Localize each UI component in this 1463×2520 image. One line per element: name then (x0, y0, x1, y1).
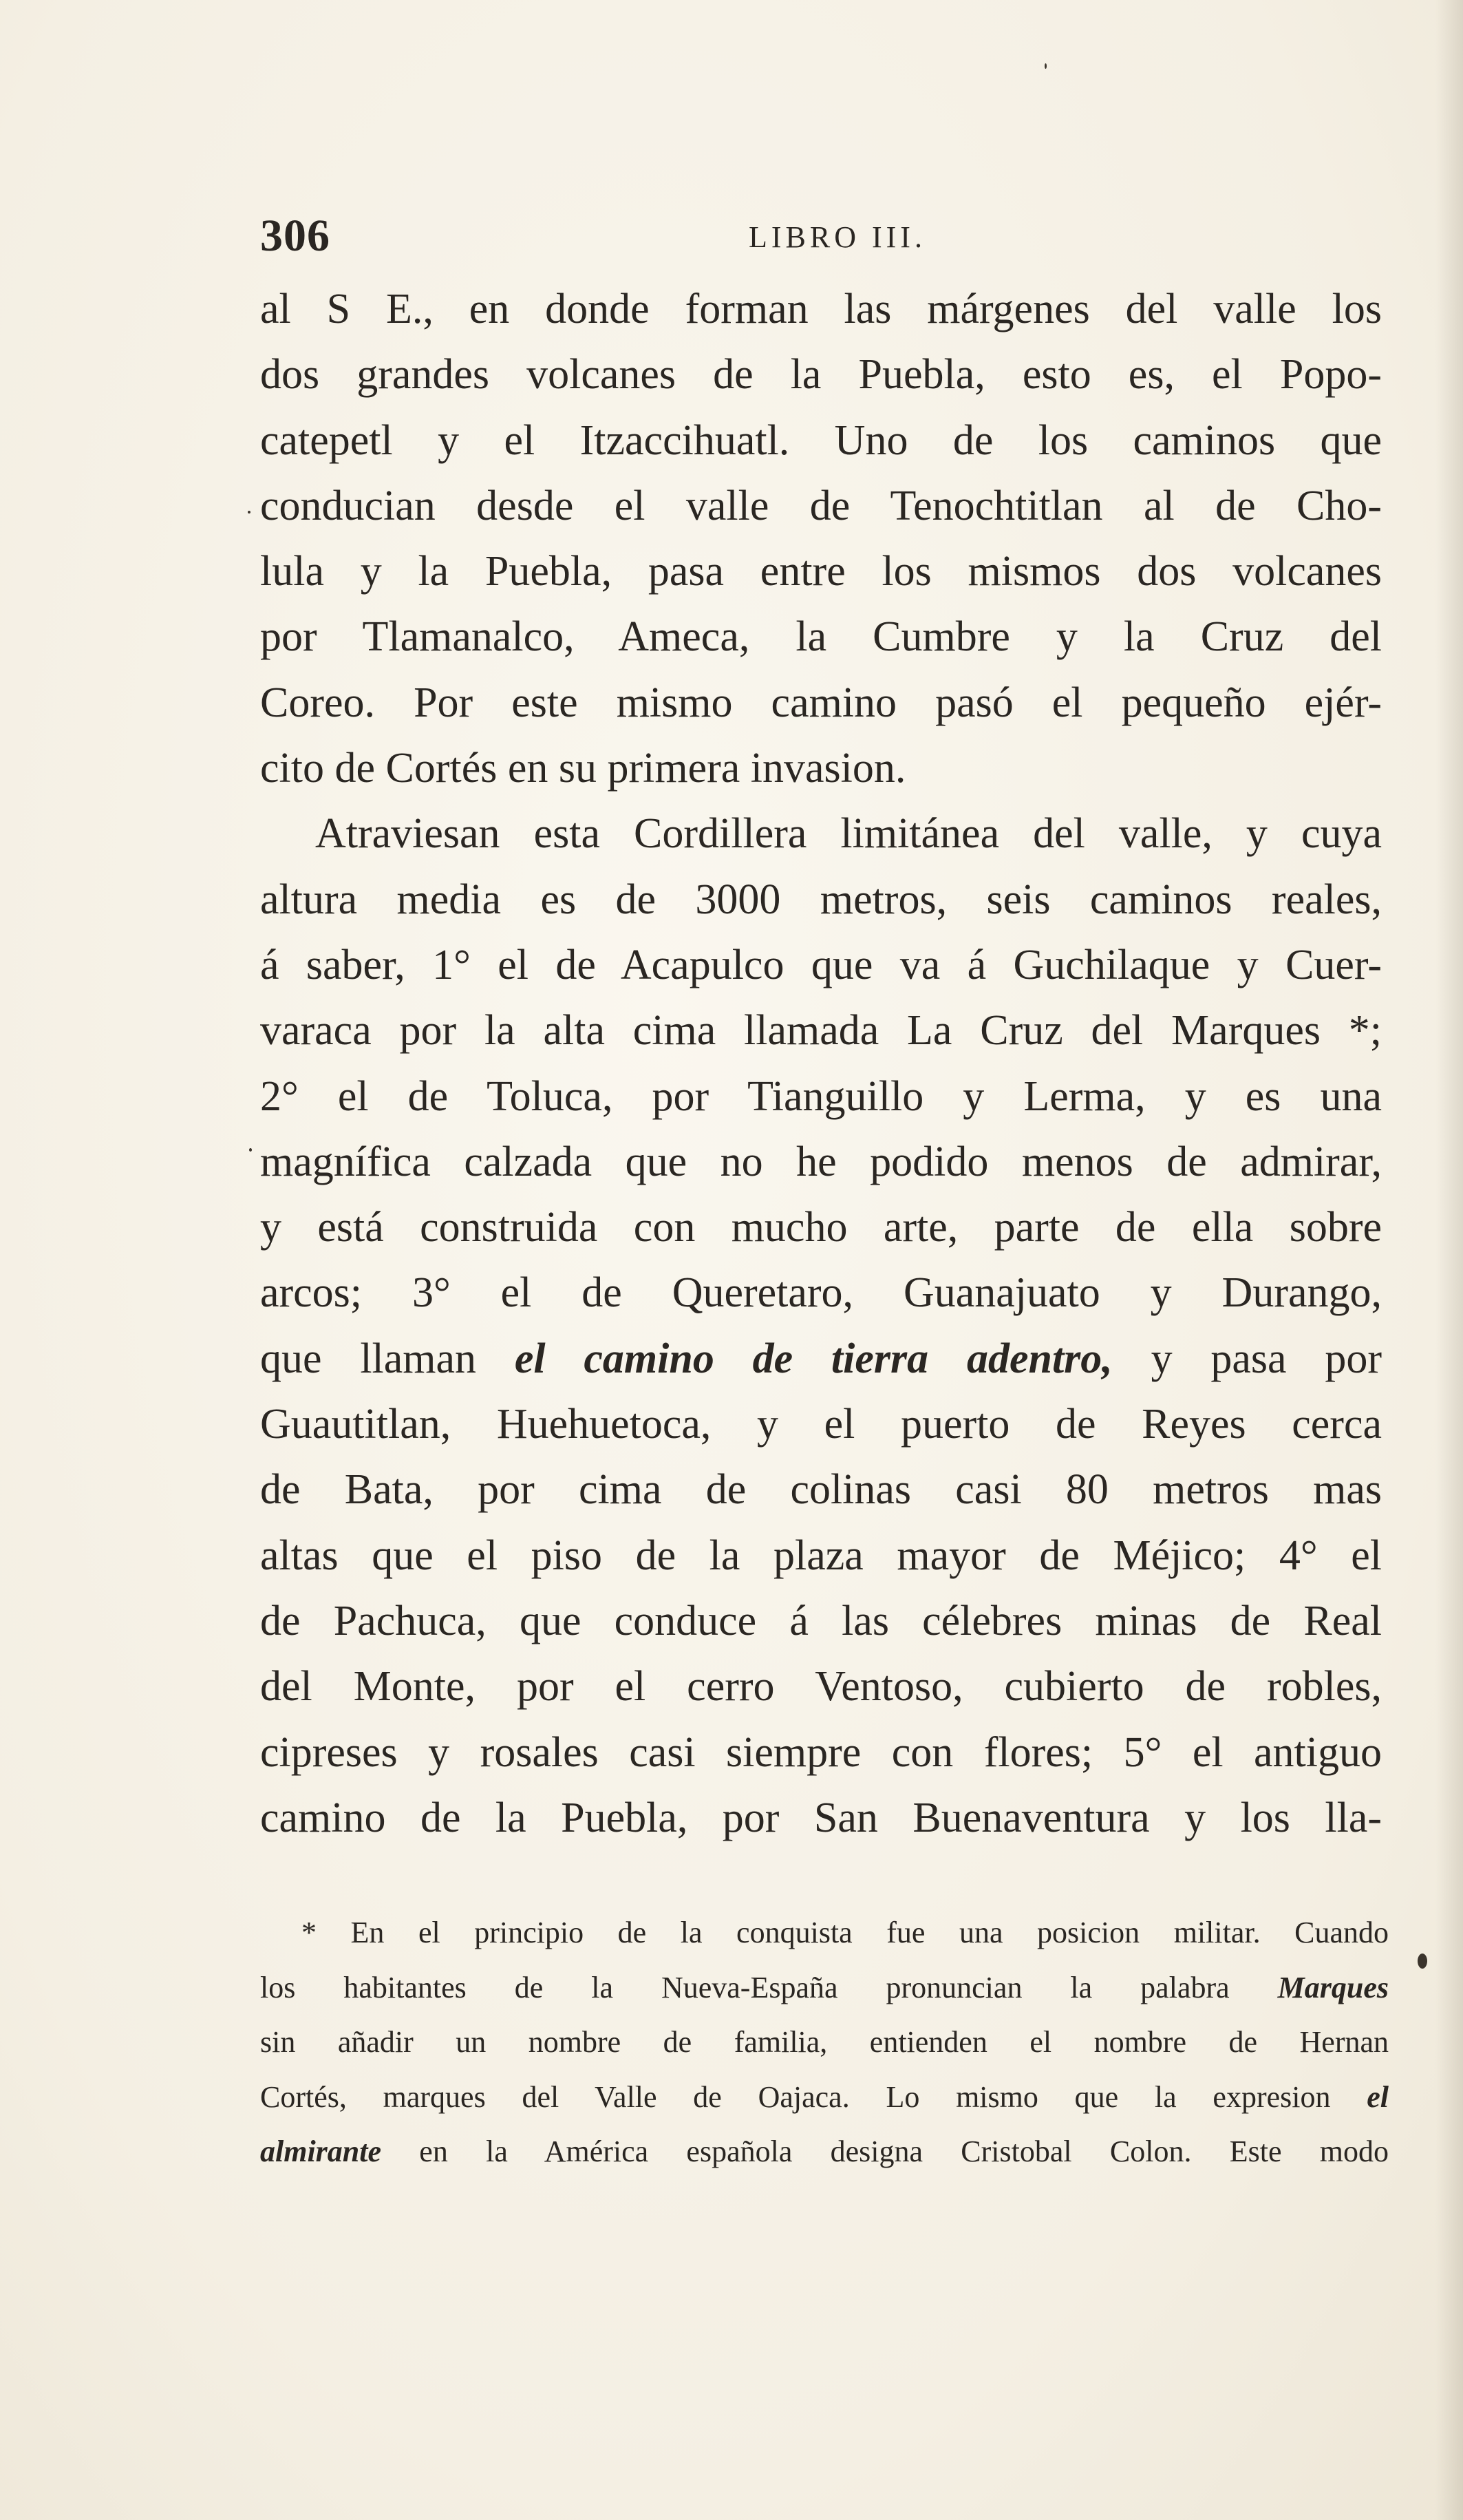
line-text: en la América española designa Cristobal Colon. Este modo (381, 2135, 1389, 2168)
ink-speck (249, 1148, 252, 1152)
footnote-line: sin añadir un nombre de familia, entienden el nombre de Hernan (260, 2025, 1389, 2059)
body-line: por Tlamanalco, Ameca, la Cumbre y la Cruz del (260, 613, 1382, 661)
body-line: conducian desde el valle de Tenochtitlan al de Cho- (260, 482, 1382, 529)
body-line: magnífica calzada que no he podido menos de admirar, (260, 1138, 1382, 1185)
footnote (260, 1905, 1389, 2179)
ink-speck (248, 511, 250, 513)
italic-word: almirante (260, 2135, 382, 2168)
body-line: Coreo. Por este mismo camino pasó el pequeño ejér- (260, 679, 1382, 726)
body-line: arcos; 3° el de Queretaro, Guanajuato y Durango, (260, 1269, 1382, 1317)
body-text (260, 277, 1382, 1851)
body-line: del Monte, por el cerro Ventoso, cubierto de robles, (260, 1663, 1382, 1711)
page-header (260, 210, 1376, 265)
body-line: de Bata, por cima de colinas casi 80 metros mas (260, 1466, 1382, 1514)
line-text: y pasa por (1112, 1335, 1382, 1382)
line-text: Cortés, marques del Valle de Oajaca. Lo mismo que la expresion (260, 2079, 1367, 2114)
body-line: dos grandes volcanes de la Puebla, esto es, el Popo- (260, 351, 1382, 399)
body-line: 2° el de Toluca, por Tianguillo y Lerma, y es una (260, 1072, 1382, 1120)
body-line: varaca por la alta cima llamada La Cruz del Marques *; (260, 1007, 1382, 1055)
body-line: altas que el piso de la plaza mayor de Méjico; 4° el (260, 1532, 1382, 1579)
body-line: catepetl y el Itzaccihuatl. Uno de los caminos que (260, 416, 1382, 464)
body-line: y está construida con mucho arte, parte de ella sobre (260, 1204, 1382, 1251)
body-line: cipreses y rosales casi siempre con flores; 5° el antiguo (260, 1728, 1382, 1776)
italic-word: Marques (1277, 1970, 1389, 2004)
body-line: cito de Cortés en su primera invasion. (260, 745, 906, 792)
page-number: 306 (260, 211, 330, 261)
body-line: Atraviesan esta Cordillera limitánea del valle, y cuya (315, 810, 1382, 858)
footnote-line-with-italic (260, 2124, 1389, 2179)
body-line-with-italic (260, 1326, 1382, 1392)
ink-speck (1418, 1953, 1427, 1969)
footnote-line-with-italic (260, 1960, 1389, 2015)
page-edge-shadow (1435, 0, 1463, 2520)
body-line: de Pachuca, que conduce á las célebres minas de Real (260, 1597, 1382, 1644)
italic-phrase: el camino de tierra adentro, (514, 1335, 1113, 1382)
body-line: lula y la Puebla, pasa entre los mismos dos volcanes (260, 548, 1382, 595)
line-text: los habitantes de la Nueva-España pronuncian la palabra (260, 1970, 1278, 2004)
footnote-line: * En el principio de la conquista fue una posicion militar. Cuando (301, 1916, 1389, 1949)
body-line: camino de la Puebla, por San Buenaventura y los lla- (260, 1794, 1382, 1841)
body-line: al S E., en donde forman las márgenes del valle los (260, 286, 1382, 332)
body-line: á saber, 1° el de Acapulco que va á Guchilaque y Cuer- (260, 941, 1382, 988)
italic-word: el (1367, 2079, 1389, 2114)
footnote-line-with-italic (260, 2070, 1389, 2125)
running-head: LIBRO III. (749, 220, 926, 254)
body-line: altura media es de 3000 metros, seis caminos reales, (260, 876, 1382, 923)
body-line: Guautitlan, Huehuetoca, y el puerto de Reyes cerca (260, 1401, 1382, 1448)
ink-speck (1045, 63, 1047, 69)
line-text: que llaman (260, 1335, 515, 1382)
